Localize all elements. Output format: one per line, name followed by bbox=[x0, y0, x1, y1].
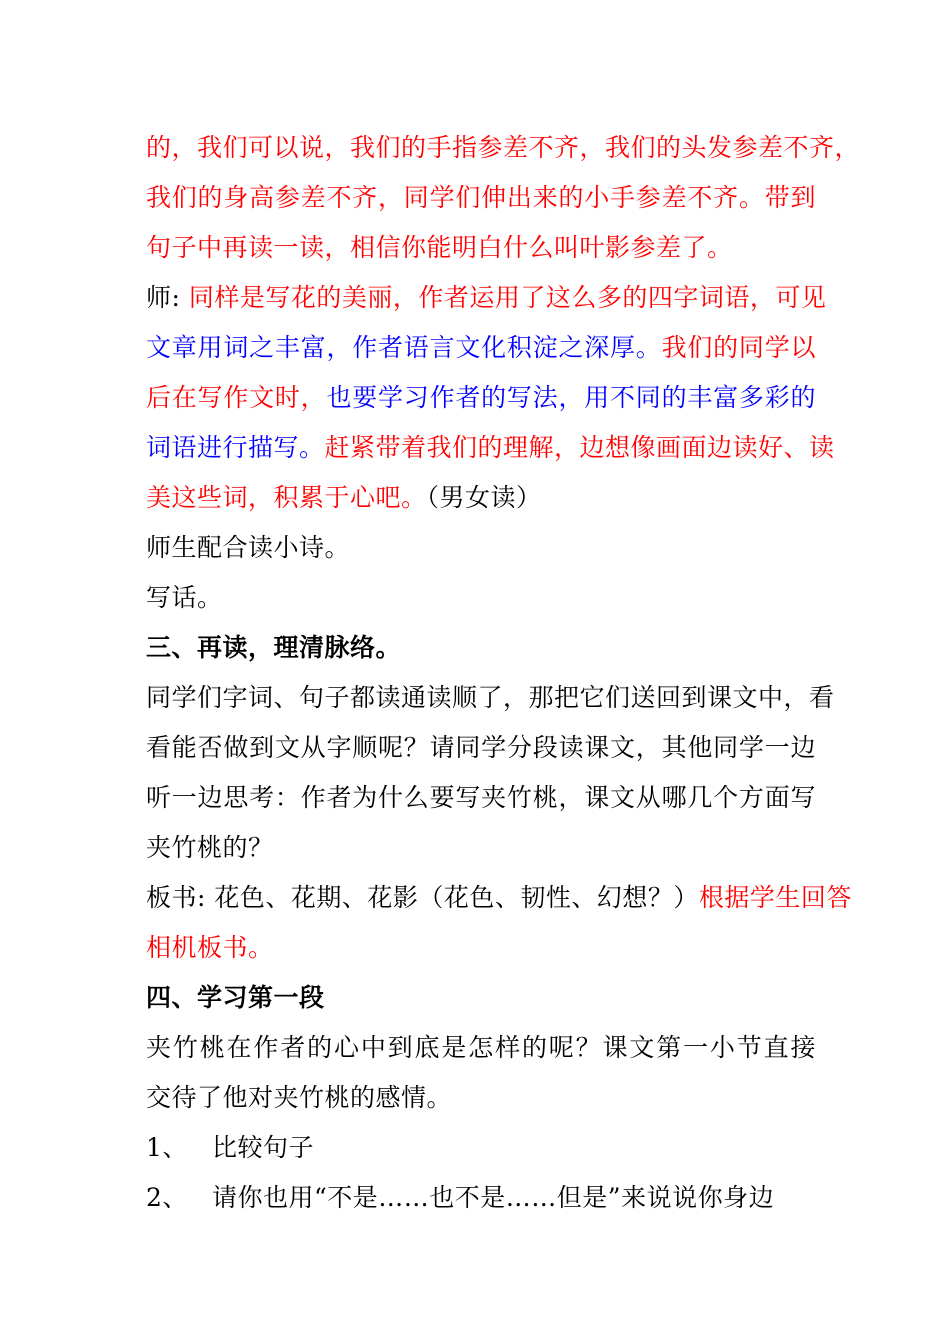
heading-text: 四、学习第一段 bbox=[146, 983, 325, 1012]
text-segment: 师生配合读小诗。 bbox=[146, 533, 351, 562]
text-segment: 夹竹桃的？ bbox=[146, 833, 274, 862]
text-segment: 的，我们可以说，我们的手指参差不齐，我们的头发参差不齐， bbox=[146, 133, 861, 162]
paragraph-line bbox=[146, 731, 816, 765]
paragraph-line bbox=[146, 531, 816, 565]
text-segment: 词语进行描写。 bbox=[146, 433, 325, 462]
text-segment: 也要学习作者的写法，用不同的丰富多彩的 bbox=[326, 383, 816, 412]
text-segment: 赶紧带着我们的理解，边想像画面边读好、读 bbox=[324, 433, 835, 462]
paragraph-line bbox=[146, 231, 816, 265]
paragraph-line bbox=[146, 881, 852, 915]
paragraph-line bbox=[146, 831, 816, 865]
paragraph-line bbox=[146, 1081, 816, 1115]
text-segment: 根据学生回答 bbox=[698, 883, 852, 912]
paragraph-line bbox=[146, 781, 816, 815]
paragraph-line bbox=[146, 381, 816, 415]
text-segment: 美这些词，积累于心吧。 bbox=[146, 483, 427, 512]
text-segment: 我们的同学以 bbox=[661, 333, 816, 362]
paragraph-line bbox=[146, 1031, 816, 1065]
text-segment: 写话。 bbox=[146, 583, 223, 612]
text-segment: 句子中再读一读，相信你能明白什么叫叶影参差了。 bbox=[146, 233, 733, 262]
speaker-label: 师: bbox=[146, 283, 181, 312]
paragraph-line bbox=[146, 681, 835, 715]
paragraph-line bbox=[146, 181, 816, 215]
heading-text: 三、再读，理清脉络。 bbox=[146, 633, 402, 662]
text-segment: 听一边思考：作者为什么要写夹竹桃，课文从哪几个方面写 bbox=[146, 783, 816, 812]
paragraph-line bbox=[146, 431, 835, 465]
text-segment: 我们的身高参差不齐，同学们伸出来的小手参差不齐。带到 bbox=[146, 183, 816, 212]
text-segment: 同样是写花的美丽，作者运用了这么多的四字词语，可见 bbox=[180, 283, 827, 312]
list-item-text: 比较句子 bbox=[212, 1133, 315, 1162]
list-item-number: 1、 bbox=[146, 1133, 188, 1162]
section-heading bbox=[146, 981, 816, 1015]
paragraph-line bbox=[146, 931, 816, 965]
text-segment: 文章用词之丰富，作者语言文化积淀之深厚。 bbox=[146, 333, 662, 362]
paragraph-line bbox=[146, 481, 816, 515]
list-item bbox=[146, 1131, 816, 1165]
text-segment: （男女读） bbox=[426, 483, 542, 512]
paragraph-line bbox=[146, 131, 861, 165]
text-segment: 后在写作文时， bbox=[146, 383, 327, 412]
board-label: 板书: 花色、花期、花影（花色、韧性、幻想？） bbox=[146, 883, 699, 912]
list-item-number: 2、 bbox=[146, 1183, 188, 1212]
text-segment: 相机板书。 bbox=[146, 933, 274, 962]
section-heading bbox=[146, 631, 816, 665]
paragraph-line bbox=[146, 581, 816, 615]
paragraph-line bbox=[146, 331, 816, 365]
paragraph-line bbox=[146, 281, 827, 315]
list-item-text: 请你也用“不是……也不是……但是”来说说你身边 bbox=[212, 1183, 775, 1212]
text-segment: 交待了他对夹竹桃的感情。 bbox=[146, 1083, 453, 1112]
text-segment: 同学们字词、句子都读通读顺了，那把它们送回到课文中，看 bbox=[146, 683, 835, 712]
text-segment: 夹竹桃在作者的心中到底是怎样的呢？课文第一小节直接 bbox=[146, 1033, 816, 1062]
list-item bbox=[146, 1181, 816, 1215]
text-segment: 看能否做到文从字顺呢？请同学分段读课文，其他同学一边 bbox=[146, 733, 816, 762]
